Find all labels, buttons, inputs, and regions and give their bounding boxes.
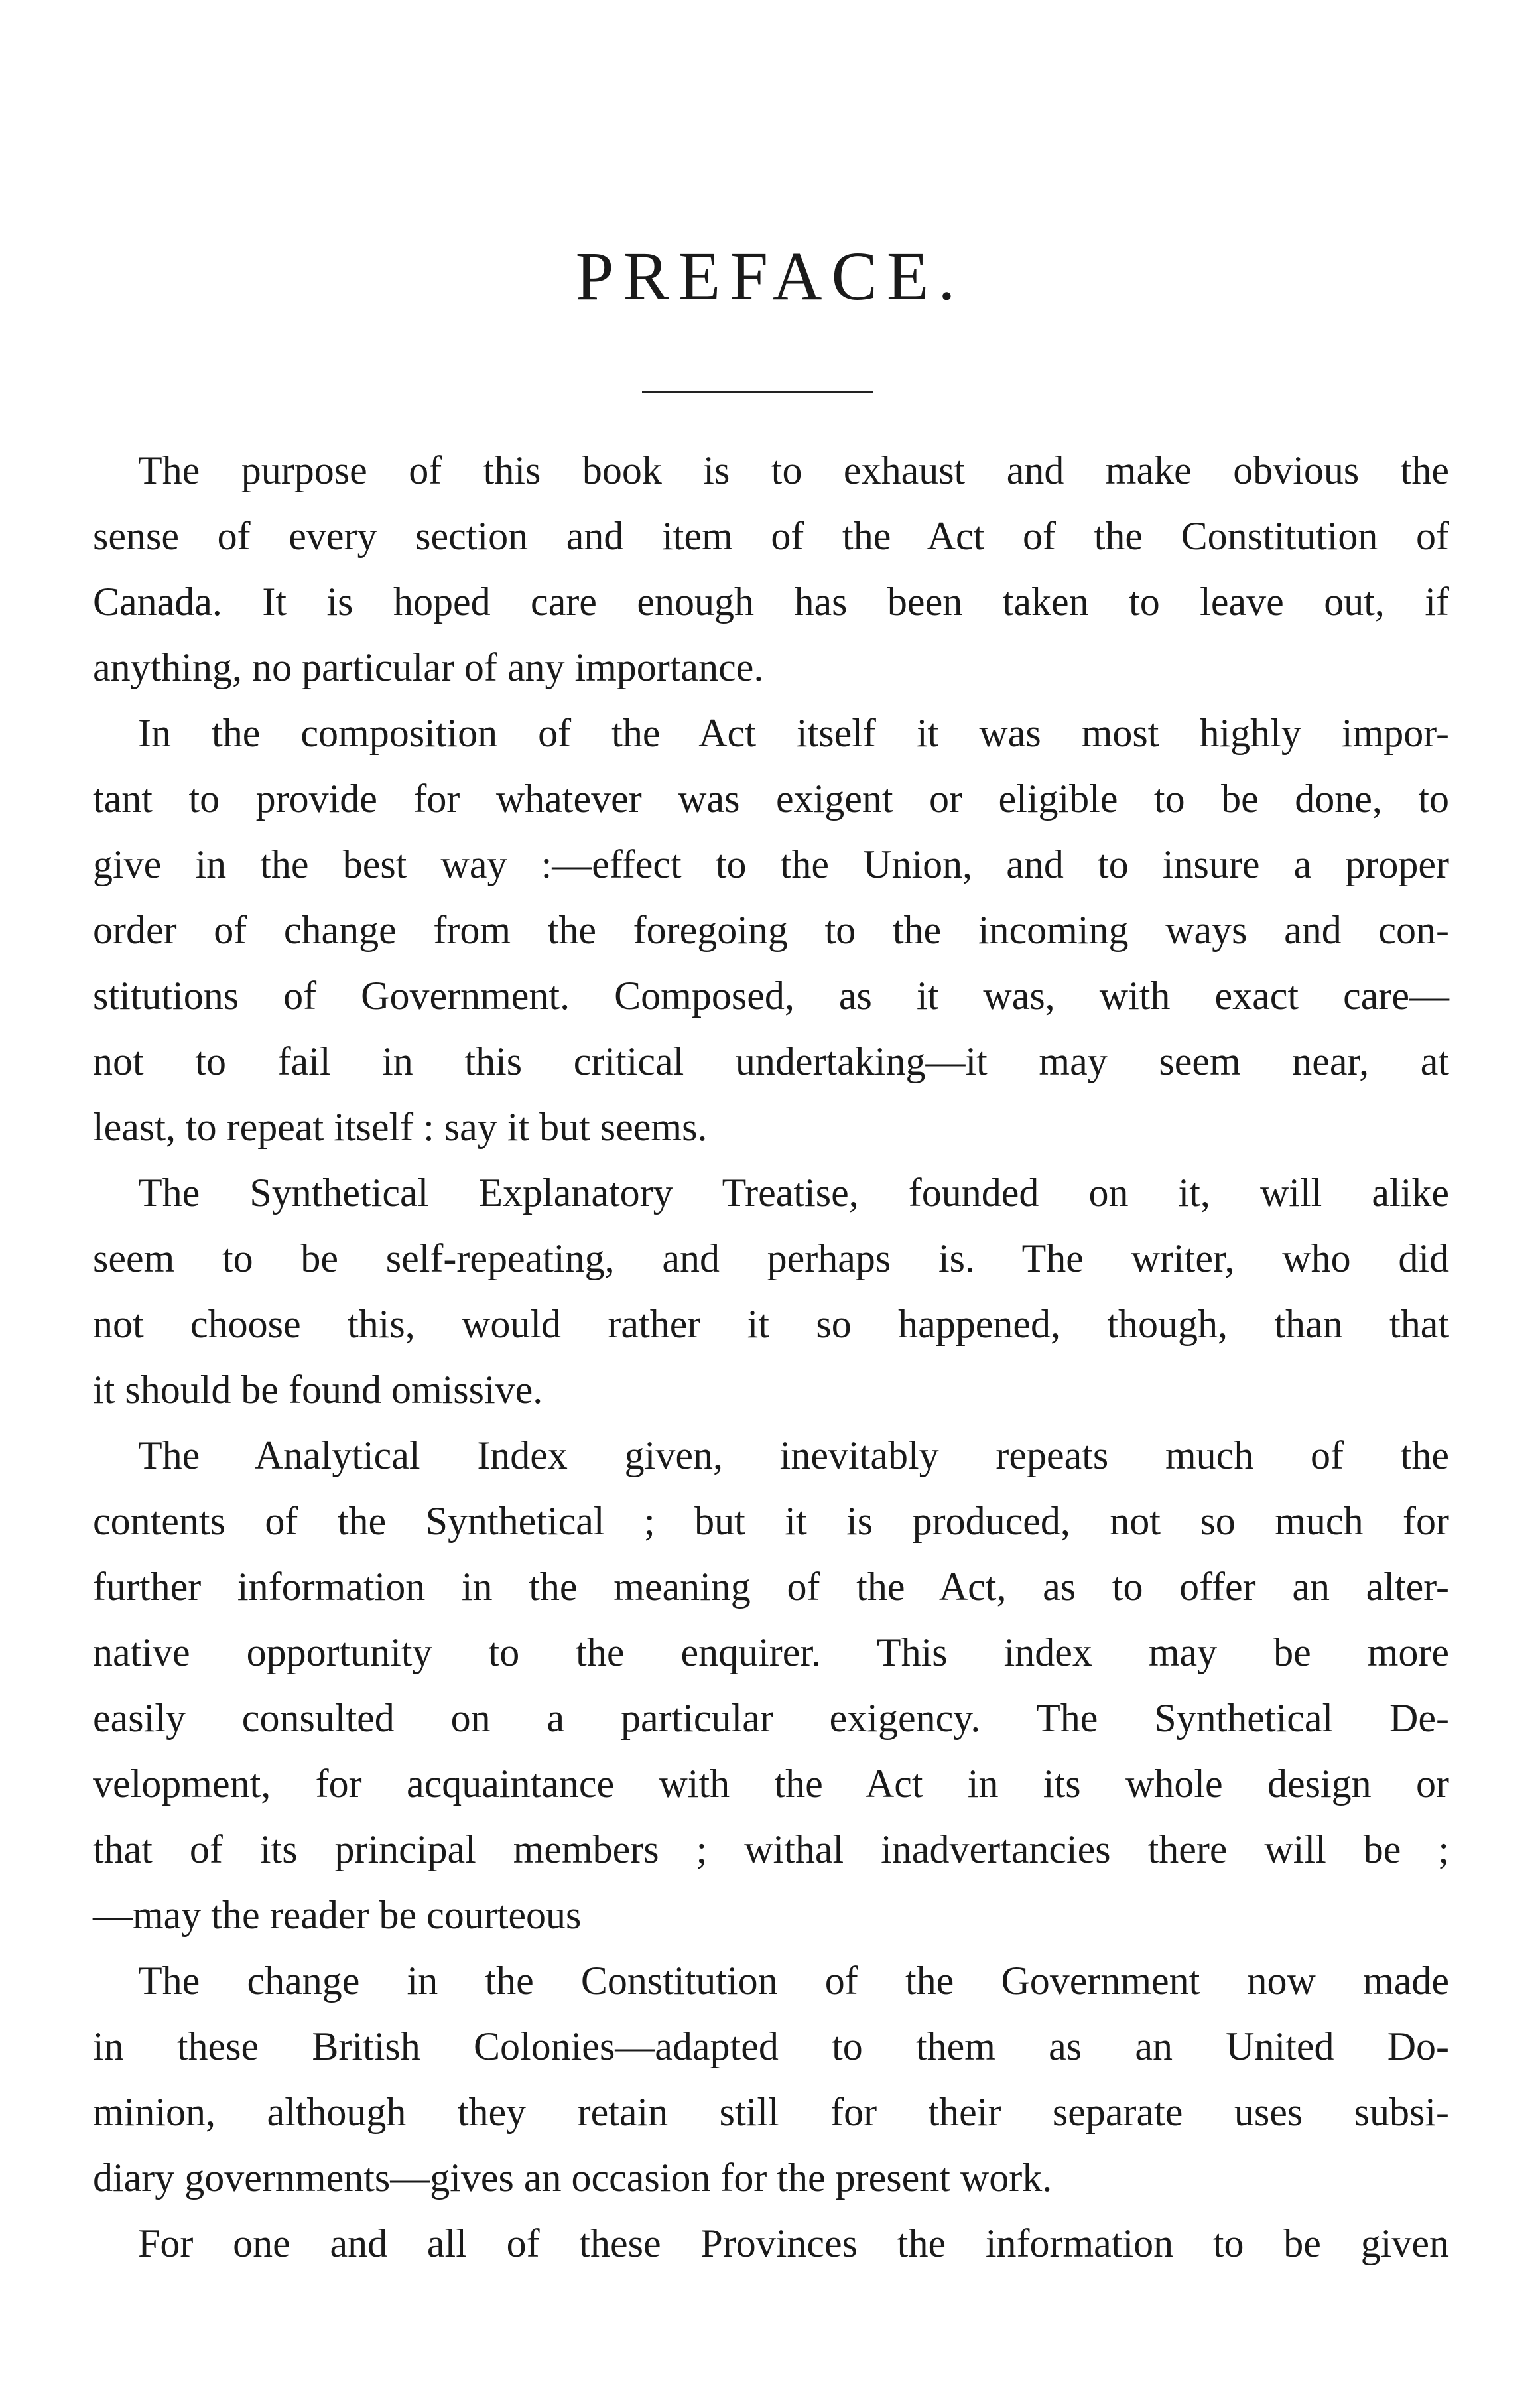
text-line: For one and all of these Provinces the information to be given <box>138 2222 1449 2265</box>
text-line: least, to repeat itself : say it but seems. <box>93 1105 708 1149</box>
text-line: —may the reader be courteous <box>93 1893 582 1937</box>
text-line: tant to provide for whatever was exigent or eligible to be done, to <box>93 777 1449 821</box>
text-line: anything, no particular of any importance. <box>93 645 764 689</box>
text-line: The Synthetical Explanatory Treatise, founded on it, will alike <box>138 1171 1449 1215</box>
text-line: sense of every section and item of the Act of the Constitution of <box>93 514 1449 558</box>
page-title: PREFACE. <box>575 238 965 314</box>
text-line: The change in the Constitution of the Government now made <box>138 1959 1449 2003</box>
text-line: not choose this, would rather it so happened, though, than that <box>93 1302 1449 1346</box>
preface-body <box>93 438 1449 2277</box>
text-line: easily consulted on a particular exigency. The Synthetical De- <box>93 1696 1449 1740</box>
text-line: it should be found omissive. <box>93 1368 543 1412</box>
text-line: stitutions of Government. Composed, as it was, with exact care— <box>93 974 1449 1018</box>
text-line: Canada. It is hoped care enough has been taken to leave out, if <box>93 580 1449 624</box>
text-line: further information in the meaning of the Act, as to offer an alter- <box>93 1565 1449 1609</box>
text-line: contents of the Synthetical ; but it is produced, not so much for <box>93 1499 1449 1543</box>
text-line: In the composition of the Act itself it was most highly impor- <box>138 711 1449 755</box>
text-line: diary governments—gives an occasion for the present work. <box>93 2156 1053 2200</box>
text-line: not to fail in this critical undertaking—it may seem near, at <box>93 1039 1449 1083</box>
text-line: order of change from the foregoing to the incoming ways and con- <box>93 908 1449 952</box>
text-line: velopment, for acquaintance with the Act in its whole design or <box>93 1762 1449 1806</box>
title-rule <box>642 391 873 393</box>
text-line: in these British Colonies—adapted to them as an United Do- <box>93 2025 1449 2068</box>
text-line: that of its principal members ; withal inadvertancies there will be ; <box>93 1827 1449 1871</box>
text-line: native opportunity to the enquirer. This index may be more <box>93 1630 1449 1674</box>
text-line: seem to be self-repeating, and perhaps is. The writer, who did <box>93 1236 1449 1280</box>
text-line: minion, although they retain still for their separate uses subsi- <box>93 2090 1449 2134</box>
text-line: The purpose of this book is to exhaust and make obvious the <box>138 448 1449 492</box>
text-line: give in the best way :—effect to the Union, and to insure a proper <box>93 842 1449 886</box>
text-line: The Analytical Index given, inevitably repeats much of the <box>138 1433 1449 1477</box>
